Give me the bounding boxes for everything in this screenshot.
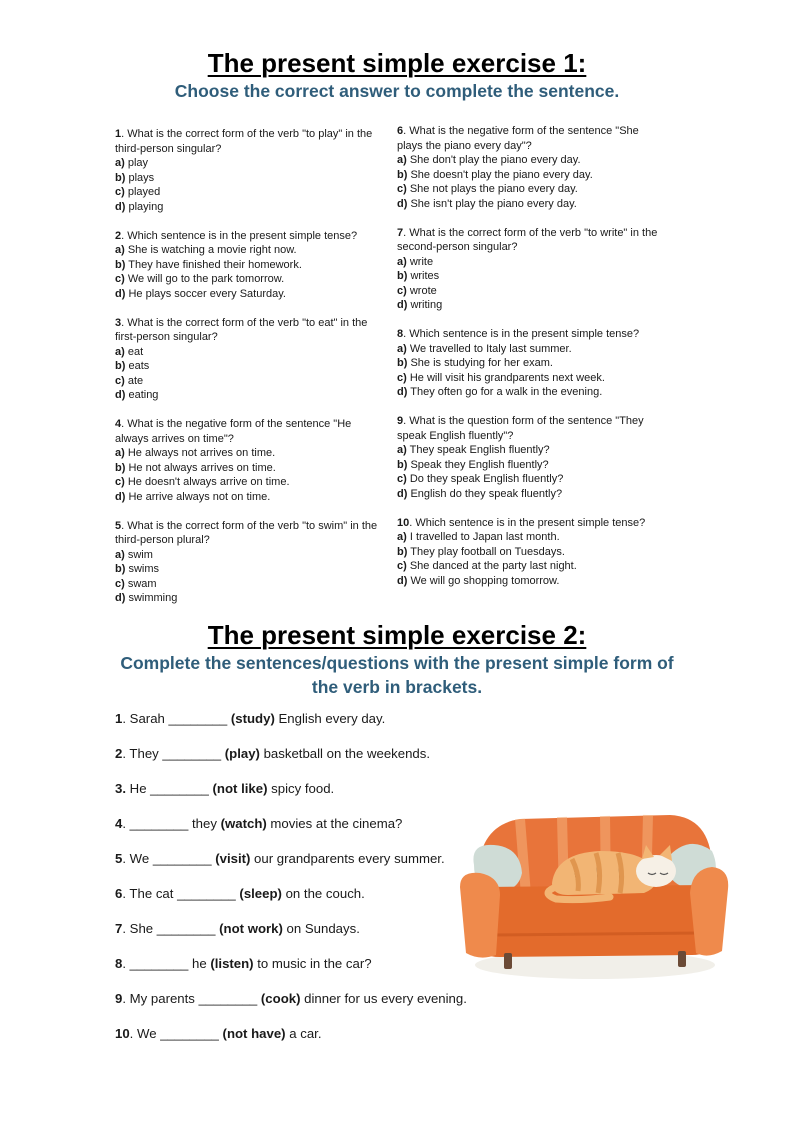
question-number: 7 [397, 226, 404, 239]
sentence-number: 1 [115, 711, 123, 726]
question-text [397, 226, 667, 255]
sentence-start: . We ________ [122, 851, 216, 866]
fill-in-sentence [115, 956, 372, 972]
option-letter: b) [115, 360, 126, 372]
option-letter: c) [115, 186, 125, 198]
verb-in-brackets: (not like) [212, 781, 268, 796]
answer-option-d [397, 298, 667, 313]
answer-option-c [397, 284, 667, 299]
option-text: played [127, 186, 161, 198]
option-text: play [127, 157, 149, 169]
sentence-start: . The cat ________ [122, 886, 240, 901]
option-letter: a) [397, 444, 407, 456]
option-letter: b) [115, 461, 126, 474]
question-block [115, 316, 385, 403]
answer-option-b [397, 356, 667, 371]
option-text: swimming [128, 592, 178, 604]
question-block [397, 124, 667, 211]
question-text [115, 417, 385, 446]
question-text [115, 519, 385, 548]
sentence-number: 7 [115, 921, 123, 936]
question-number: 8 [397, 328, 404, 340]
option-text: playing [128, 200, 164, 213]
exercise-1-left-column [115, 127, 385, 606]
question-prompt: . What is the correct form of the verb "to play" in the third-person singular? [115, 128, 373, 155]
sentence-start: . My parents ________ [122, 991, 261, 1006]
option-letter: a) [115, 447, 125, 459]
question-block [397, 516, 667, 589]
answer-option-c [397, 559, 667, 574]
option-letter: c) [397, 560, 407, 572]
option-letter: c) [397, 183, 407, 195]
answer-option-a [115, 345, 385, 360]
question-prompt: . Which sentence is in the present simple tense? [403, 328, 640, 340]
option-text: He plays soccer every Saturday. [128, 287, 286, 300]
fill-in-sentence [115, 746, 430, 762]
answer-option-c [115, 272, 385, 287]
verb-in-brackets: (not have) [222, 1026, 286, 1041]
answer-option-c [397, 182, 667, 197]
answer-option-d [115, 388, 385, 403]
option-letter: a) [115, 244, 125, 256]
option-text: write [409, 255, 434, 268]
sentence-end: a car. [285, 1026, 322, 1041]
question-text [397, 414, 667, 443]
question-text [397, 516, 667, 531]
question-prompt: . What is the question form of the sentence "They speak English fluently"? [397, 415, 644, 442]
answer-option-b [115, 359, 385, 374]
option-letter: a) [397, 342, 407, 355]
sentence-number: 10 [115, 1026, 130, 1041]
option-text: swims [128, 563, 160, 575]
fill-in-sentence [115, 711, 385, 727]
answer-option-c [115, 577, 385, 592]
sentence-number: 4 [115, 816, 123, 831]
fill-in-sentence [115, 1026, 321, 1042]
fill-in-sentence [115, 816, 402, 832]
exercise-1-right-column [397, 124, 667, 588]
answer-option-a [115, 243, 385, 258]
question-number: 4 [115, 418, 122, 430]
cat-on-sofa-illustration [460, 795, 730, 985]
option-letter: d) [397, 299, 408, 311]
question-prompt: . Which sentence is in the present simple tense? [409, 516, 646, 529]
sentence-start: . We ________ [129, 1026, 223, 1041]
option-text: ate [127, 374, 144, 387]
verb-in-brackets: (study) [230, 711, 275, 726]
verb-in-brackets: (play) [224, 746, 260, 761]
question-number: 3 [115, 316, 122, 329]
answer-option-a [115, 156, 385, 171]
sentence-number: 9 [115, 991, 123, 1006]
option-text: They often go for a walk in the evening. [410, 386, 603, 398]
option-text: She danced at the party last night. [409, 560, 577, 572]
sentence-start: . She ________ [122, 921, 220, 936]
answer-option-a [397, 255, 667, 270]
answer-option-b [115, 562, 385, 577]
option-text: She isn't play the piano every day. [410, 197, 577, 210]
sentence-number: 5 [115, 851, 123, 866]
answer-option-b [397, 168, 667, 183]
exercise-2-subtitle-line-2: the verb in brackets. [311, 677, 483, 697]
option-text: He doesn't always arrive on time. [127, 476, 290, 488]
sentence-end: movies at the cinema? [266, 816, 403, 831]
option-text: writing [410, 299, 443, 311]
option-letter: d) [115, 592, 126, 604]
answer-option-a [115, 548, 385, 563]
option-text: swim [127, 548, 153, 561]
question-prompt: . What is the correct form of the verb "to write" in the second-person singular? [397, 226, 658, 253]
option-text: He will visit his grandparents next week. [409, 371, 605, 384]
option-letter: d) [397, 386, 408, 398]
answer-option-d [397, 197, 667, 212]
question-prompt: . What is the correct form of the verb "to swim" in the third-person plural? [115, 519, 378, 546]
option-letter: a) [115, 345, 125, 358]
option-text: She doesn't play the piano every day. [410, 168, 593, 181]
sentence-number: 8 [115, 956, 123, 971]
fill-in-sentence [115, 921, 360, 937]
option-letter: b) [397, 545, 408, 558]
option-letter: d) [115, 287, 126, 300]
option-text: He always not arrives on time. [127, 447, 276, 459]
question-block [397, 327, 667, 400]
question-number: 1 [115, 128, 122, 140]
option-text: They play football on Tuesdays. [410, 545, 565, 558]
option-text: She is watching a movie right now. [127, 244, 297, 256]
sentence-end: English every day. [274, 711, 386, 726]
verb-in-brackets: (watch) [220, 816, 267, 831]
verb-in-brackets: (visit) [215, 851, 251, 866]
option-text: He arrive always not on time. [128, 490, 271, 503]
option-letter: a) [397, 154, 407, 166]
answer-option-d [397, 487, 667, 502]
option-text: We will go to the park tomorrow. [127, 273, 285, 285]
question-block [115, 417, 385, 504]
verb-in-brackets: (not work) [219, 921, 283, 936]
option-text: English do they speak fluently? [410, 487, 563, 500]
option-text: writes [410, 270, 440, 282]
question-prompt: . What is the negative form of the sentence "She plays the piano every day"? [397, 125, 639, 152]
verb-in-brackets: (sleep) [239, 886, 282, 901]
question-prompt: . What is the negative form of the sentence "He always arrives on time"? [115, 418, 352, 445]
answer-option-a [115, 446, 385, 461]
answer-option-b [115, 258, 385, 273]
exercise-2-title: The present simple exercise 2: [207, 620, 587, 650]
answer-option-a [397, 153, 667, 168]
answer-option-d [115, 490, 385, 505]
option-letter: b) [397, 168, 408, 181]
question-number: 2 [115, 229, 122, 242]
option-letter: b) [397, 458, 408, 471]
option-letter: c) [115, 476, 125, 488]
option-letter: c) [115, 577, 125, 590]
option-letter: d) [115, 389, 126, 401]
option-text: She don't play the piano every day. [409, 154, 581, 166]
option-letter: c) [115, 374, 125, 387]
sentence-start: . Sarah ________ [122, 711, 231, 726]
answer-option-c [115, 185, 385, 200]
option-letter: d) [397, 574, 408, 587]
answer-option-a [397, 342, 667, 357]
answer-option-c [115, 475, 385, 490]
option-letter: d) [397, 487, 408, 500]
option-letter: d) [397, 197, 408, 210]
question-number: 9 [397, 415, 404, 427]
sentence-start: He ________ [126, 781, 213, 796]
option-text: She not plays the piano every day. [409, 183, 578, 195]
answer-option-b [397, 269, 667, 284]
sentence-start: . They ________ [122, 746, 225, 761]
option-text: eat [127, 345, 144, 358]
answer-option-c [397, 371, 667, 386]
option-text: We will go shopping tomorrow. [410, 574, 560, 587]
question-text [397, 327, 667, 342]
sentence-end: on the couch. [281, 886, 365, 901]
question-block [397, 414, 667, 501]
option-letter: c) [397, 473, 407, 485]
sentence-end: basketball on the weekends. [259, 746, 431, 761]
option-text: I travelled to Japan last month. [409, 531, 560, 543]
option-text: swam [127, 577, 157, 590]
question-prompt: . Which sentence is in the present simple tense? [121, 229, 358, 242]
option-letter: b) [115, 258, 126, 271]
option-text: plays [128, 171, 155, 184]
question-number: 10 [397, 516, 410, 529]
answer-option-b [397, 458, 667, 473]
question-text [115, 127, 385, 156]
fill-in-sentence [115, 886, 365, 902]
answer-option-a [397, 530, 667, 545]
option-letter: b) [397, 357, 408, 369]
question-block [115, 229, 385, 302]
question-text [397, 124, 667, 153]
option-text: eats [128, 360, 150, 372]
fill-in-sentence [115, 781, 334, 797]
question-block [115, 519, 385, 606]
sentence-end: our grandparents every summer. [250, 851, 445, 866]
option-letter: d) [115, 490, 126, 503]
question-prompt: . What is the correct form of the verb "to eat" in the first-person singular? [115, 316, 368, 343]
exercise-1-subtitle: Choose the correct answer to complete the sentence. [174, 81, 620, 101]
question-text [115, 229, 385, 244]
sentence-number: 3. [115, 781, 126, 796]
answer-option-d [115, 591, 385, 606]
option-letter: b) [397, 270, 408, 282]
verb-in-brackets: (cook) [260, 991, 301, 1006]
exercise-2-subtitle-line-1: Complete the sentences/questions with the present simple form of [120, 653, 674, 673]
sentence-end: dinner for us every evening. [300, 991, 467, 1006]
answer-option-d [397, 574, 667, 589]
sentence-end: spicy food. [267, 781, 335, 796]
exercise-1-title: The present simple exercise 1: [207, 48, 587, 78]
question-block [397, 226, 667, 313]
answer-option-d [115, 200, 385, 215]
answer-option-d [115, 287, 385, 302]
option-letter: b) [115, 563, 126, 575]
option-letter: a) [115, 157, 125, 169]
answer-option-b [115, 171, 385, 186]
question-block [115, 127, 385, 214]
sentence-start: . ________ they [122, 816, 221, 831]
option-letter: a) [397, 531, 407, 543]
option-letter: c) [397, 371, 407, 384]
sentence-start: . ________ he [122, 956, 211, 971]
option-text: wrote [409, 284, 437, 297]
question-number: 5 [115, 519, 122, 532]
fill-in-sentence [115, 851, 445, 867]
option-text: He not always arrives on time. [128, 461, 276, 474]
sentence-number: 6 [115, 886, 123, 901]
option-text: They have finished their homework. [128, 258, 302, 271]
answer-option-b [397, 545, 667, 560]
option-text: Do they speak English fluently? [409, 473, 564, 485]
option-text: eating [128, 389, 159, 401]
option-text: She is studying for her exam. [410, 357, 553, 369]
answer-option-a [397, 443, 667, 458]
option-text: We travelled to Italy last summer. [409, 342, 572, 355]
sentence-number: 2 [115, 746, 123, 761]
sentence-end: to music in the car? [253, 956, 372, 971]
option-text: Speak they English fluently? [410, 458, 549, 471]
fill-in-sentence [115, 991, 467, 1007]
option-letter: b) [115, 171, 126, 184]
option-letter: a) [397, 255, 407, 268]
verb-in-brackets: (listen) [210, 956, 254, 971]
answer-option-c [397, 472, 667, 487]
option-letter: c) [397, 284, 407, 297]
sentence-end: on Sundays. [282, 921, 360, 936]
answer-option-c [115, 374, 385, 389]
option-text: They speak English fluently? [409, 444, 550, 456]
option-letter: c) [115, 273, 125, 285]
question-number: 6 [397, 125, 404, 137]
option-letter: d) [115, 200, 126, 213]
answer-option-d [397, 385, 667, 400]
option-letter: a) [115, 548, 125, 561]
question-text [115, 316, 385, 345]
answer-option-b [115, 461, 385, 476]
